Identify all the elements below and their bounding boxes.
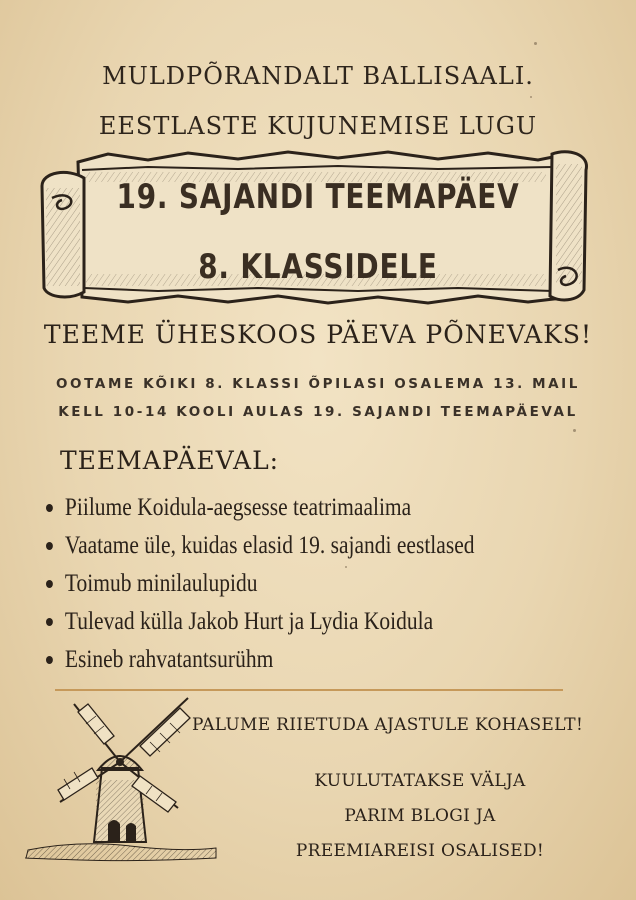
list-item (46, 565, 474, 603)
program-list (46, 489, 544, 679)
announcement-line-3: PREEMIAREISI OSALISED! (295, 841, 545, 861)
invitation-line-2: KELL 10-14 KOOLI AULAS 19. SAJANDI TEEMAPÄEVAL (58, 404, 578, 420)
tagline: TEEME ÜHESKOOS PÄEVA PÕNEVAKS! (43, 320, 593, 349)
list-item-text: Toimub minilaulupidu (64, 570, 258, 597)
bullet-icon (46, 618, 53, 626)
list-item (46, 489, 474, 527)
windmill-icon (20, 690, 220, 870)
program-heading: TEEMAPÄEVAL: (60, 446, 280, 475)
header-line-2: EESTLASTE KUJUNEMISE LUGU (98, 112, 538, 140)
announcement-line-2: PARIM BLOGI JA (344, 806, 496, 826)
banner-subtitle: 8. KLASSIDELE (198, 247, 438, 287)
list-item-text: Esineb rahvatantsurühm (64, 646, 274, 673)
list-item-text: Vaatame üle, kuidas elasid 19. sajandi eestlased (64, 532, 475, 559)
list-item-text: Tulevad külla Jakob Hurt ja Lydia Koidula (64, 608, 434, 635)
bullet-icon (46, 656, 53, 664)
bullet-icon (46, 542, 53, 550)
paper-speck (573, 429, 576, 432)
banner-title: 19. SAJANDI TEEMAPÄEV (116, 177, 520, 217)
list-item (46, 527, 474, 565)
bullet-icon (46, 504, 53, 512)
dress-code-notice: PALUME RIIETUDA AJASTULE KOHASELT! (192, 715, 584, 735)
list-item-text: Piilume Koidula-aegsesse teatrimaalima (64, 494, 412, 521)
announcement-line-1: KUULUTATAKSE VÄLJA (314, 771, 526, 791)
paper-speck (534, 42, 537, 45)
paper-speck (530, 96, 532, 98)
bullet-icon (46, 580, 53, 588)
list-item (46, 603, 474, 641)
header-line-1: MULDPÕRANDALT BALLISAALI. (102, 62, 534, 90)
list-item (46, 641, 474, 679)
invitation-line-1: OOTAME KÕIKI 8. KLASSI ÕPILASI OSALEMA 13. MAIL (55, 376, 581, 392)
